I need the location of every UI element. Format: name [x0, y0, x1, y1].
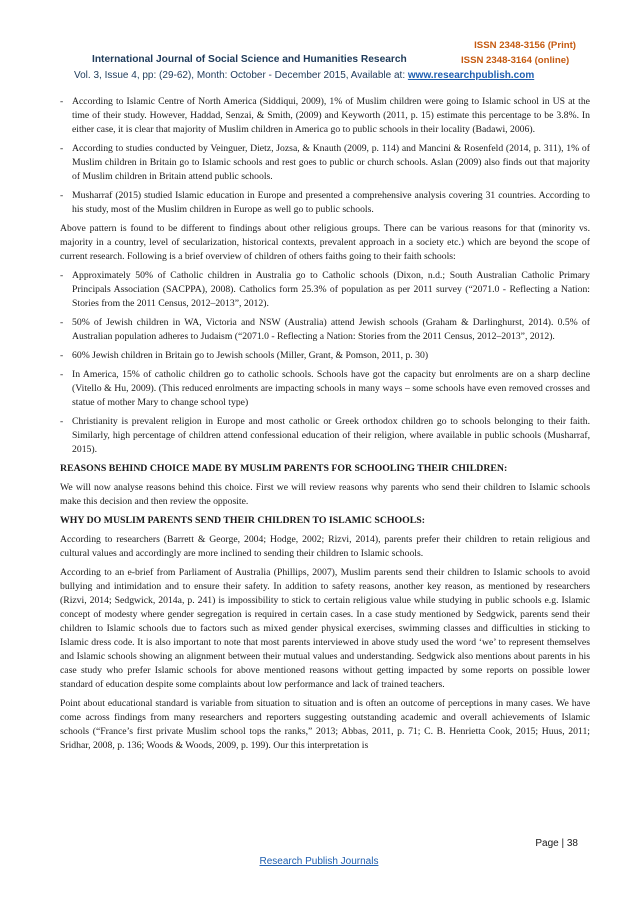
list-item: - According to studies conducted by Veinguer, Dietz, Jozsa, & Knauth (2009, p. 114) and Mancini & Rosenfeld (2014, p. 311), 1% of Muslim children in Britain go to Islamic schools and rest goes to public or church schools. Aslan (2009) also finds out that majority of Muslim children in Britain attend public schools. — [60, 143, 590, 182]
paragraph: Point about educational standard is variable from situation to situation and is often an outcome of perceptions in many cases. We have come across findings from many researchers and reporters suggesting outstanding academic and overall achievements of Islamic schools (“France’s first private Muslim school tops the ranks,” 2013; Abbas, 2011, p. 71; C. B. Henrietta Cook, 2015; Huus, 2011; Sridhar, 2008, p. 136; Woods & Woods, 2009, p. 199). Our this interpretation is — [60, 698, 590, 751]
list-item: - Christianity is prevalent religion in Europe and most catholic or Greek orthodox children go to schools belonging to their faith. Similarly, high percentage of children attend confessional education of their religion, where available in public schools (Musharraf, 2015). — [60, 416, 590, 455]
journal-title: International Journal of Social Science and Humanities Research — [92, 54, 407, 65]
publisher-link[interactable]: Research Publish Journals — [259, 856, 379, 867]
paragraph: According to researchers (Barrett & George, 2004; Hodge, 2002; Rizvi, 2014), parents prefer their children to retain religious and cultural values and accordingly are more inclined to sending their children to Islamic schools. — [60, 534, 590, 559]
section-heading: REASONS BEHIND CHOICE MADE BY MUSLIM PARENTS FOR SCHOOLING THEIR CHILDREN: — [60, 463, 508, 474]
paragraph: Above pattern is found to be different to findings about other religious groups. There can be various reasons for that (minority vs. majority in a country, level of secularization, historical contexts, prevalent approach in a society etc.) which are beyond the scope of current research. Following is a brief overview of children of others faiths going to their faith schools: — [60, 223, 590, 262]
section-heading: WHY DO MUSLIM PARENTS SEND THEIR CHILDREN TO ISLAMIC SCHOOLS: — [60, 515, 426, 526]
body-text — [60, 95, 590, 758]
paragraph: According to an e-brief from Parliament of Australia (Phillips, 2007), Muslim parents send their children to Islamic schools to avoid bullying and intimidation and to ensure their safety. In addition to safety reasons, another key reason, as mentioned by researchers (Rizvi, 2014; Sedgwick, 2014a, p. 241) is impossibility to stick to certain religious value while studying in public schools e.g. Islamic concept of modesty where gender segregation is required in certain cases. In a case study mentioned by Sedgwick, parents send their children to Islamic schools due to factors such as mixed gender physical exercises, swimming classes and difficulties in sticking to Islamic dress code. It is also important to note that most parents interviewed in above study used the word ‘we’ to represent themselves and Islamic schools showing an alignment between their mutual values and understanding. Sedgwick also mentions about parents in his case study who prefer Islamic schools for above mentioned reasons without getting impacted by some reports on possible lower standard of education despite some complaints about low performance and lack of trained teachers. — [60, 567, 590, 690]
website-link[interactable]: www.researchpublish.com — [407, 70, 535, 81]
list-item: - 50% of Jewish children in WA, Victoria and NSW (Australia) attend Jewish schools (Graham & Darlinghurst, 2014). 0.5% of Australian population adheres to Judaism (“2071.0 - Reflecting a Nation: Stories from the 2011 Census, 2012–2013”, 2012). — [60, 317, 590, 342]
list-item: - Musharraf (2015) studied Islamic education in Europe and presented a comprehensive analysis covering 31 countries. According to his study, most of the Muslim children in Europe as well go to public schools. — [60, 190, 590, 215]
issn-print: ISSN 2348-3156 (Print) — [474, 40, 576, 51]
page-number: Page | 38 — [535, 838, 578, 849]
paragraph: We will now analyse reasons behind this choice. First we will review reasons why parents who send their children to Islamic schools make this decision and then review the opposite. — [60, 482, 590, 507]
volume-line — [74, 70, 534, 81]
list-item: - According to Islamic Centre of North America (Siddiqui, 2009), 1% of Muslim children were going to Islamic school in US at the time of their study. However, Haddad, Senzai, & Smith, (2009) and Keyworth (2011, p. 15) estimate this percentage to be 3.8%. In either case, it is clear that majority of Muslim children in America go to public schools in their locality (Badawi, 2006). — [60, 96, 590, 135]
issn-online: ISSN 2348-3164 (online) — [461, 55, 570, 66]
volume-text: Vol. 3, Issue 4, pp: (29-62), Month: October - December 2015, Available at: — [74, 70, 408, 81]
list-item: - Approximately 50% of Catholic children in Australia go to Catholic schools (Dixon, n.d.; South Australian Catholic Primary Principals Association (SACPPA), 2008). Catholics form 25.3% of population as per 2011 survey (“2071.0 - Reflecting a Nation: Stories from the 2011 Census, 2012–2013”, 2012). — [60, 270, 590, 309]
list-item: - In America, 15% of catholic children go to catholic schools. Schools have got the capacity but enrolments are on a sharp decline (Vitello & Hu, 2009). (This reduced enrolments are impacting schools in many ways – some schools have even removed crosses and statue of mother Mary to change school type) — [60, 369, 590, 408]
list-item: - 60% Jewish children in Britain go to Jewish schools (Miller, Grant, & Pomson, 2011, p. 30) — [60, 350, 429, 361]
